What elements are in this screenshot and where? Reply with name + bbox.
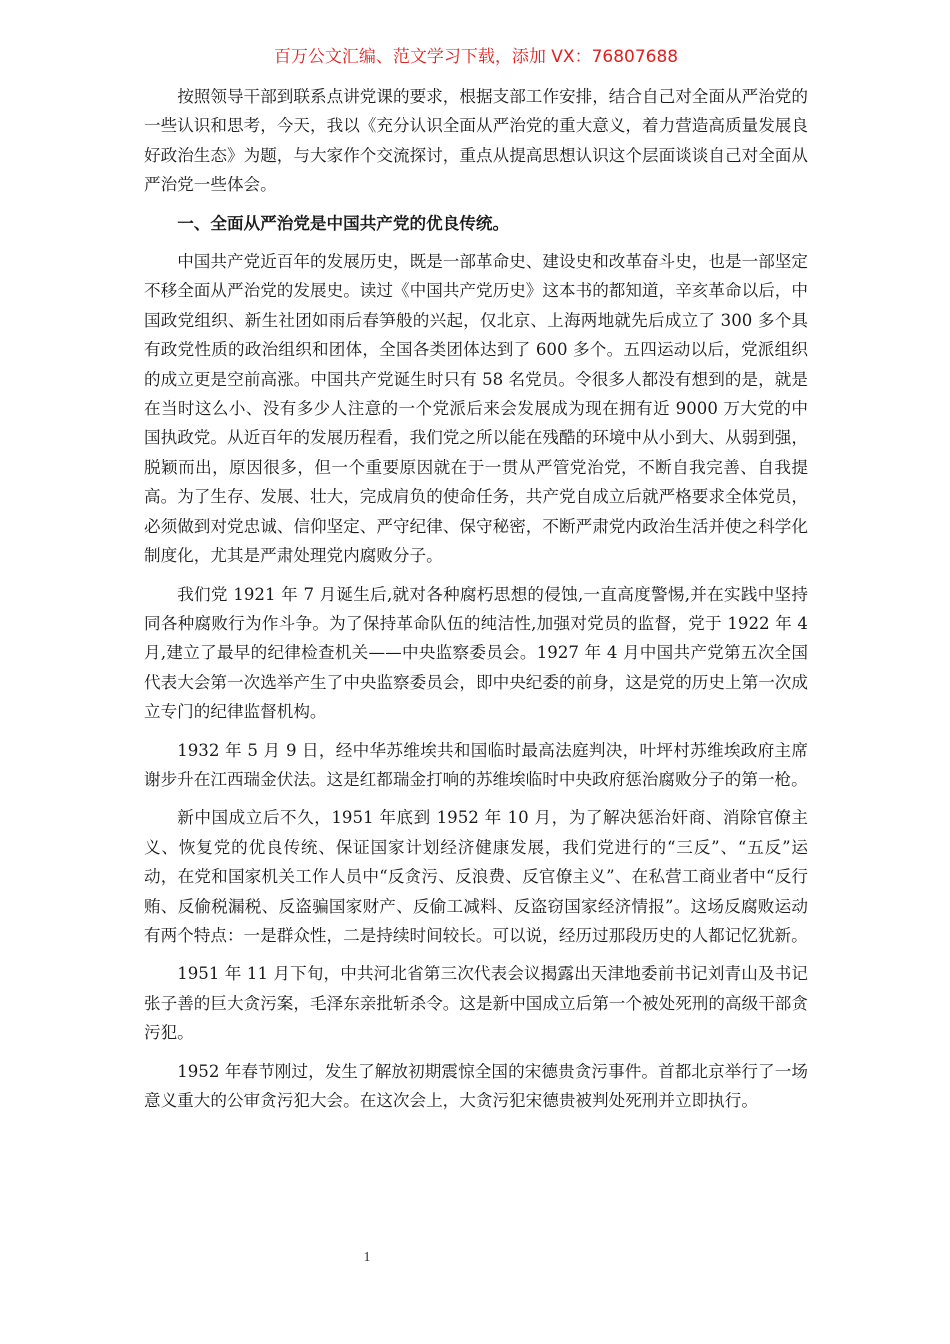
paragraph-history: 中国共产党近百年的发展历史，既是一部革命史、建设史和改革奋斗史，也是一部坚定不移全面从严治党的发展史。读过《中国共产党历史》这本书的都知道，辛亥革命以后，中国政党组织、新生社团如雨后春笋般的兴起，仅北京、上海两地就先后成立了 300 多个具有政党性质的政治组织和团体，全国各类团体达到了 600 多个。五四运动以后，党派组织的成立更是空前高涨。中国共产党诞生时只有 58 名党员。令很多人都没有想到的是，就是在当时这么小、没有多少人注意的一个党派后来会发展成为现在拥有近 9000 万大党的中国执政党。从近百年的发展历程看，我们党之所以能在残酷的环境中从小到大、从弱到强，脱颖而出，原因很多，但一个重要原因就在于一贯从严管党治党，不断自我完善、自我提高。为了生存、发展、壮大，完成肩负的使命任务，共产党自成立后就严格要求全体党员，必须做到对党忠诚、信仰坚定、严守纪律、保守秘密，不断严肃党内政治生活并使之科学化制度化，尤其是严肃处理党内腐败分子。 bbox=[144, 252, 808, 566]
page-number: 1 bbox=[363, 1250, 371, 1265]
paragraph-1951: 1951 年 11 月下旬，中共河北省第三次代表会议揭露出天津地委前书记刘青山及书记张子善的巨大贪污案，毛泽东亲批斩杀令。这是新中国成立后第一个被处死刑的高级干部贪污犯。 bbox=[144, 964, 808, 1043]
paragraph-three-anti: 新中国成立后不久，1951 年底到 1952 年 10 月，为了解决惩治奸商、消除官僚主义、恢复党的优良传统、保证国家计划经济健康发展，我们党进行的“三反”、“五反”运动，在党和国家机关工作人员中“反贪污、反浪费、反官僚主义”、在私营工商业者中“反行贿、反偷税漏税、反盗骗国家财产、反偷工减料、反盗窃国家经济情报”。这场反腐败运动有两个特点：一是群众性，二是持续时间较长。可以说，经历过那段历史的人都记忆犹新。 bbox=[144, 808, 808, 945]
document-page bbox=[144, 44, 808, 1124]
header-banner: 百万公文汇编、范文学习下载，添加 VX：76807688 bbox=[273, 47, 679, 67]
paragraph-1921: 我们党 1921 年 7 月诞生后,就对各种腐朽思想的侵蚀,一直高度警惕,并在实践中坚持同各种腐败行为作斗争。为了保持革命队伍的纯洁性,加强对党员的监督，党于 1922 年 4 月,建立了最早的纪律检查机关——中央监察委员会。1927 年 4 月中国共产党第五次全国代表大会第一次选举产生了中央监察委员会，即中央纪委的前身，这是党的历史上第一次成立专门的纪律监督机构。 bbox=[144, 584, 808, 722]
paragraph-1932: 1932 年 5 月 9 日，经中华苏维埃共和国临时最高法庭判决，叶坪村苏维埃政府主席谢步升在江西瑞金伏法。这是红都瑞金打响的苏维埃临时中央政府惩治腐败分子的第一枪。 bbox=[144, 740, 808, 789]
paragraph-intro: 按照领导干部到联系点讲党课的要求，根据支部工作安排，结合自己对全面从严治党的一些认识和思考，今天，我以《充分认识全面从严治党的重大意义，着力营造高质量发展良好政治生态》为题，与大家作个交流探讨，重点从提高思想认识这个层面谈谈自己对全面从严治党一些体会。 bbox=[144, 87, 808, 195]
paragraph-1952: 1952 年春节刚过，发生了解放初期震惊全国的宋德贵贪污事件。首都北京举行了一场意义重大的公审贪污犯大会。在这次会上，大贪污犯宋德贵被判处死刑并立即执行。 bbox=[144, 1061, 808, 1110]
section-heading: 一、全面从严治党是中国共产党的优良传统。 bbox=[177, 213, 510, 233]
